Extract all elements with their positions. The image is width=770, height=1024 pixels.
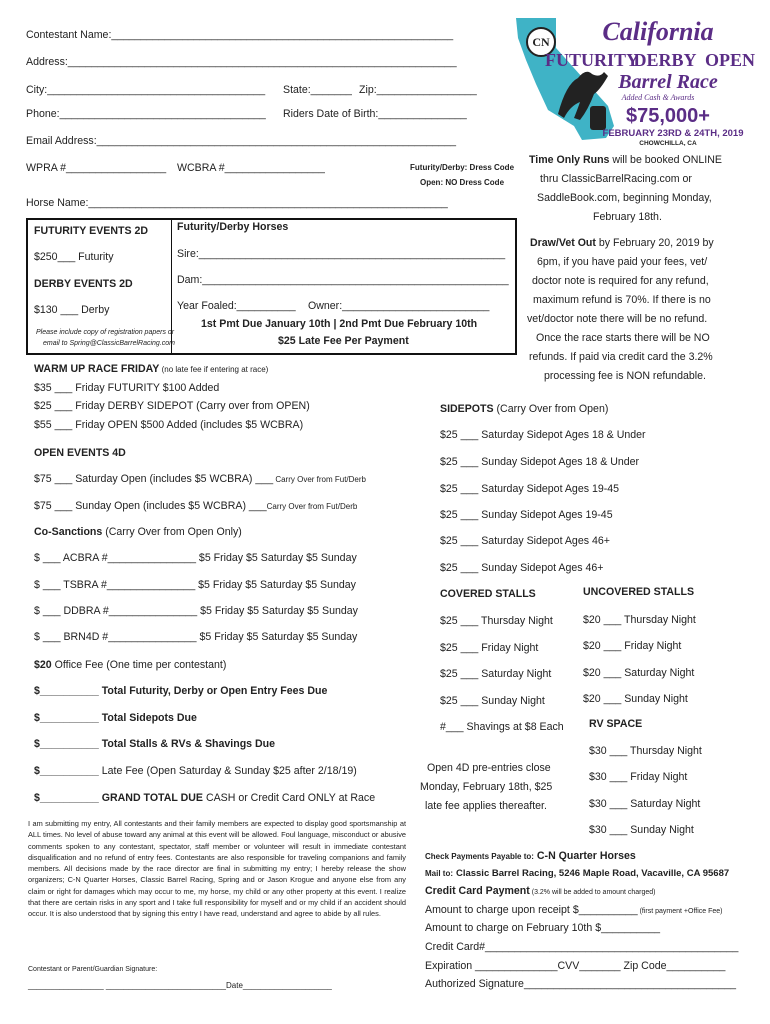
futurity-events-title: FUTURITY EVENTS 2D <box>34 225 148 237</box>
sidepot-item[interactable]: $25 ___ Saturday Sidepot Ages 18 & Under <box>440 429 646 441</box>
state-field[interactable]: State:_______ <box>283 84 352 96</box>
uncovered-stall-item[interactable]: $20 ___ Saturday Night <box>583 667 695 679</box>
cosanction-row[interactable]: $ ___ BRN4D #_______________ $5 Friday $5 Saturday $5 Sunday <box>34 631 358 643</box>
sidepot-item[interactable]: $25 ___ Saturday Sidepot Ages 19-45 <box>440 483 620 495</box>
covered-stalls-title: COVERED STALLS <box>440 588 536 600</box>
wcbra-field[interactable]: WCBRA #_________________ <box>177 162 325 174</box>
shavings-item[interactable]: #___ Shavings at $8 Each <box>440 721 564 733</box>
booking-sites: thru ClassicBarrelRacing.com or <box>540 173 692 185</box>
futurity-derby-horses-title: Futurity/Derby Horses <box>177 221 289 233</box>
logo-dates: FEBRUARY 23RD & 24TH, 2019 <box>602 128 744 139</box>
sidepots-title: SIDEPOTS (Carry Over from Open) <box>440 403 609 415</box>
late-fee-per-payment: $25 Late Fee Per Payment <box>278 335 409 347</box>
uncovered-stalls-title: UNCOVERED STALLS <box>583 586 695 598</box>
credit-card-number[interactable]: Credit Card#___________________________________________ <box>425 941 739 953</box>
email-field[interactable]: Email Address:_____________________________________________________________ <box>26 135 457 147</box>
registration-email-note: email to Spring@ClassicBarrelRacing.com <box>43 340 175 347</box>
wpra-field[interactable]: WPRA #_________________ <box>26 162 167 174</box>
check-payable: Check Payments Payable to: C-N Quarter Horses <box>425 850 636 862</box>
phone-field[interactable]: Phone:___________________________________ <box>26 108 266 120</box>
rv-item[interactable]: $30 ___ Sunday Night <box>589 824 694 836</box>
total-stalls[interactable]: $__________ Total Stalls & RVs & Shavings Due <box>34 738 276 750</box>
sidepot-item[interactable]: $25 ___ Sunday Sidepot Ages 46+ <box>440 562 604 574</box>
logo-derby: DERBY <box>633 50 697 70</box>
event-logo <box>508 14 760 150</box>
logo-futurity: FUTURITY <box>544 50 640 70</box>
signature-label: Contestant or Parent/Guardian Signature: <box>28 966 158 973</box>
contestant-name-field[interactable]: Contestant Name:__________________________________________________________ <box>26 29 454 41</box>
barrel-graphic <box>590 106 606 130</box>
expiration-cvv-zip[interactable]: Expiration ______________CVV_______ Zip Code__________ <box>425 960 726 972</box>
total-sidepots[interactable]: $__________ Total Sidepots Due <box>34 712 197 724</box>
horse-name-field[interactable]: Horse Name:_____________________________________________________________ <box>26 197 448 209</box>
covered-stall-item[interactable]: $25 ___ Sunday Night <box>440 695 545 707</box>
year-foaled-field[interactable]: Year Foaled:__________ <box>177 300 296 312</box>
open-events-title: OPEN EVENTS 4D <box>34 447 126 459</box>
rv-item[interactable]: $30 ___ Thursday Night <box>589 745 702 757</box>
sidepot-item[interactable]: $25 ___ Sunday Sidepot Ages 19-45 <box>440 509 613 521</box>
logo-barrel-race: Barrel Race <box>618 71 718 93</box>
refund-line-4: vet/doctor note there will be no refund. <box>527 313 708 325</box>
preentry-note-3: late fee applies thereafter. <box>425 800 547 812</box>
sire-field[interactable]: Sire:____________________________________________________ <box>177 248 506 260</box>
liability-disclaimer: I am submitting my entry, All contestants and their family members are expected to display good sportsmanship at ALL times. No level of abuse toward any animal at this event will be allowed. Foul language, misconduct or abusive comments spoken to any contestant, spectator, staff member or volunteer will result in immediate contestant disqualification and no refund of entry fees. Contestants are also responsible for traveling companions and family members. All decisions made by the race director are final in submitting my entry; I hereby release the show organizers; C-N Quarter Horses, Classic Barrel Racing, Spring and or Jason Krogue and anyone else from any claim or right for damages which may occur to me, my horse, my child or any other property at this event. I realize that there are certain risks in any sport and I take full responsibility for myself and or my child if an accident should occur. It is also understood that by signing this entry I have read, understand and agree to abide by all rules. <box>28 819 406 919</box>
warmup-item[interactable]: $55 ___ Friday OPEN $500 Added (includes $5 WCBRA) <box>34 419 304 431</box>
logo-amount: $75,000+ <box>626 105 710 127</box>
futurity-dress-code: Futurity/Derby: Dress Code <box>410 163 515 172</box>
refund-line-2: doctor note is required for any refund, <box>532 275 709 287</box>
cosanction-row[interactable]: $ ___ DDBRA #_______________ $5 Friday $5 Saturday $5 Sunday <box>34 605 358 617</box>
sidepot-item[interactable]: $25 ___ Sunday Sidepot Ages 18 & Under <box>440 456 640 468</box>
signature-date-line[interactable]: _________________ ___________________________Date____________________ <box>28 981 332 990</box>
owner-field[interactable]: Owner:_________________________ <box>308 300 490 312</box>
registration-note: Please include copy of registration papers or <box>36 329 175 336</box>
grand-total[interactable]: $__________ GRAND TOTAL DUE CASH or Credit Card ONLY at Race <box>34 792 376 804</box>
derby-events-title: DERBY EVENTS 2D <box>34 278 133 290</box>
logo-added-cash: Added Cash & Awards <box>621 93 695 102</box>
refund-line-7: processing fee is NON refundable. <box>544 370 706 382</box>
office-fee: $20 Office Fee (One time per contestant) <box>34 659 227 671</box>
payment-schedule: 1st Pmt Due January 10th | 2nd Pmt Due February 10th <box>201 318 478 330</box>
logo-location: CHOWCHILLA, CA <box>639 140 697 147</box>
logo-open: OPEN <box>704 50 756 70</box>
credit-card-payment-title: Credit Card Payment (3.2% will be added to amount charged) <box>425 885 656 897</box>
rv-space-title: RV SPACE <box>589 718 643 730</box>
total-entry-fees[interactable]: $__________ Total Futurity, Derby or Open Entry Fees Due <box>34 685 328 697</box>
futurity-fee[interactable]: $250___ Futurity <box>34 251 114 263</box>
booking-date: February 18th. <box>593 211 662 223</box>
warmup-item[interactable]: $35 ___ Friday FUTURITY $100 Added <box>34 382 220 394</box>
refund-line-6: refunds. If paid via credit card the 3.2% <box>529 351 713 363</box>
refund-line-1: 6pm, if you have paid your fees, vet/ <box>537 256 708 268</box>
amount-upon-receipt[interactable]: Amount to charge upon receipt $__________ (first payment +Office Fee) <box>425 904 723 916</box>
cn-brand-text: CN <box>532 35 550 49</box>
covered-stall-item[interactable]: $25 ___ Friday Night <box>440 642 539 654</box>
riders-dob-field[interactable]: Riders Date of Birth:_______________ <box>283 108 467 120</box>
warmup-title: WARM UP RACE FRIDAY (no late fee if entering at race) <box>34 363 269 375</box>
covered-stall-item[interactable]: $25 ___ Saturday Night <box>440 668 552 680</box>
preentry-note-1: Open 4D pre-entries close <box>427 762 551 774</box>
covered-stall-item[interactable]: $25 ___ Thursday Night <box>440 615 553 627</box>
warmup-item[interactable]: $25 ___ Friday DERBY SIDEPOT (Carry over from OPEN) <box>34 400 310 412</box>
open-saturday[interactable]: $75 ___ Saturday Open (includes $5 WCBRA) ___ Carry Over from Fut/Derb <box>34 473 366 485</box>
open-dress-code: Open: NO Dress Code <box>420 178 505 187</box>
uncovered-stall-item[interactable]: $20 ___ Friday Night <box>583 640 682 652</box>
refund-line-3: maximum refund is 70%. If there is no <box>533 294 711 306</box>
city-field[interactable]: City:_____________________________________ <box>26 84 266 96</box>
late-fee-total[interactable]: $__________ Late Fee (Open Saturday & Sunday $25 after 2/18/19) <box>34 765 357 777</box>
refund-line-5: Once the race starts there will be NO <box>536 332 710 344</box>
authorized-signature[interactable]: Authorized Signature____________________________________ <box>425 978 737 990</box>
uncovered-stall-item[interactable]: $20 ___ Thursday Night <box>583 614 696 626</box>
uncovered-stall-item[interactable]: $20 ___ Sunday Night <box>583 693 688 705</box>
cosanctions-title: Co-Sanctions (Carry Over from Open Only) <box>34 526 242 538</box>
cosanction-row[interactable]: $ ___ ACBRA #_______________ $5 Friday $5 Saturday $5 Sunday <box>34 552 357 564</box>
address-field[interactable]: Address:__________________________________________________________________ <box>26 56 457 68</box>
rv-item[interactable]: $30 ___ Saturday Night <box>589 798 701 810</box>
mail-to: Mail to: Classic Barrel Racing, 5246 Maple Road, Vacaville, CA 95687 <box>425 868 730 879</box>
dam-field[interactable]: Dam:____________________________________________________ <box>177 274 509 286</box>
amount-feb-10[interactable]: Amount to charge on February 10th $__________ <box>425 922 660 934</box>
preentry-note-2: Monday, February 18th, $25 <box>420 781 553 793</box>
logo-california: California <box>602 17 714 46</box>
open-sunday[interactable]: $75 ___ Sunday Open (includes $5 WCBRA) ___Carry Over from Fut/Derb <box>34 500 358 512</box>
zip-field[interactable]: Zip:_________________ <box>359 84 477 96</box>
draw-vet-out: Draw/Vet Out by February 20, 2019 by <box>530 237 714 249</box>
time-only-runs: Time Only Runs will be booked ONLINE <box>529 154 722 166</box>
booking-start: SaddleBook.com, beginning Monday, <box>537 192 712 204</box>
rv-item[interactable]: $30 ___ Friday Night <box>589 771 688 783</box>
sidepot-item[interactable]: $25 ___ Saturday Sidepot Ages 46+ <box>440 535 610 547</box>
derby-fee[interactable]: $130 ___ Derby <box>34 304 110 316</box>
cosanction-row[interactable]: $ ___ TSBRA #_______________ $5 Friday $5 Saturday $5 Sunday <box>34 579 356 591</box>
